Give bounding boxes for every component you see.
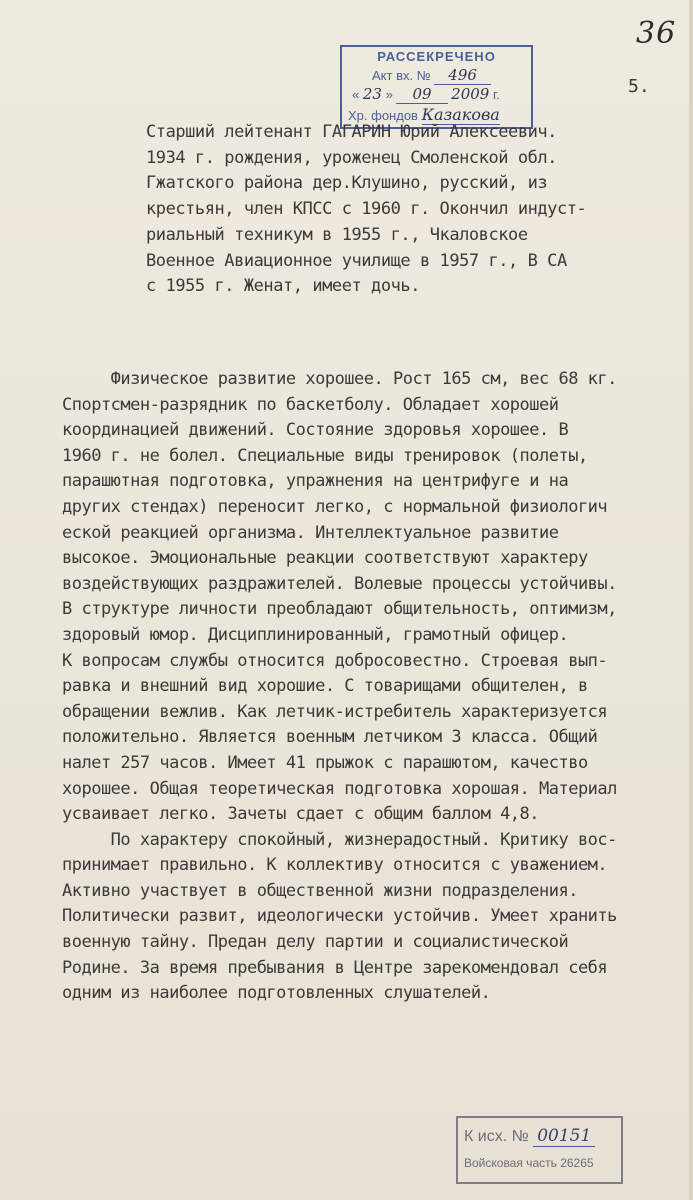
- stamp-date-day: 23: [362, 85, 382, 103]
- text-line: налет 257 часов. Имеет 41 прыжок с парашютом, качество: [62, 752, 588, 773]
- military-unit-label: Войсковая часть 26265: [464, 1156, 594, 1170]
- bio-line: Старший лейтенант ГАГАРИН Юрий Алексеевич.: [146, 122, 557, 142]
- text-line: К вопросам службы относится добросовестно. Строевая вып-: [62, 650, 608, 671]
- stamp-date-year: 2009: [451, 85, 490, 103]
- stamp-act-line: [372, 66, 561, 85]
- outgoing-label: К исх. №: [464, 1128, 529, 1145]
- bio-line: с 1955 г. Женат, имеет дочь.: [146, 276, 420, 297]
- declassified-stamp: [340, 45, 533, 129]
- stamp-fund-signature: Казакова: [421, 105, 500, 124]
- stamp-act-label: Акт вх. №: [372, 68, 431, 83]
- stamp-date-quote-open: «: [352, 87, 360, 102]
- bio-line: 1934 г. рождения, уроженец Смоленской обл.: [146, 147, 557, 168]
- stamp-date-line: [352, 85, 541, 104]
- text-line: Активно участвует в общественной жизни подразделения.: [62, 880, 578, 901]
- stamp-title: РАССЕКРЕЧЕНО: [377, 49, 496, 64]
- text-line: Политически развит, идеологически устойчив. Умеет хранить: [62, 906, 617, 927]
- text-line: обращении вежлив. Как летчик-истребитель характеризуется: [62, 701, 608, 722]
- text-line: положительно. Является военным летчиком 3 класса. Общий: [62, 727, 598, 748]
- biography-block: [146, 120, 656, 300]
- stamp-date-quote-close: »: [385, 87, 393, 102]
- text-line: воздействующих раздражителей. Волевые процессы устойчивы.: [62, 573, 617, 594]
- bio-line: риальный техникум в 1955 г., Чкаловское: [146, 224, 528, 245]
- text-line: принимает правильно. К коллективу относится с уважением.: [62, 855, 608, 876]
- text-line: усваивает легко. Зачеты сдает с общим баллом 4,8.: [62, 804, 540, 825]
- stamp-date-month: 09: [396, 85, 447, 104]
- text-line: других стендах) переносит легко, с нормальной физиологич: [62, 496, 608, 517]
- text-line: еской реакцией организма. Интеллектуальное развитие: [62, 522, 559, 543]
- outgoing-number: 00151: [533, 1126, 595, 1147]
- text-line: хорошее. Общая теоретическая подготовка хорошая. Материал: [62, 778, 617, 799]
- bio-line: крестьян, член КПСС с 1960 г. Окончил индуст-: [146, 199, 587, 220]
- archive-page-number: 36: [636, 16, 677, 51]
- text-line: По характеру спокойный, жизнерадостный. Критику вос-: [62, 829, 617, 850]
- text-line: здоровый юмор. Дисциплинированный, грамотный офицер.: [62, 624, 569, 645]
- stamp-act-number: 496: [434, 66, 491, 85]
- outgoing-number-stamp: [456, 1116, 623, 1184]
- outgoing-number-line: [464, 1126, 595, 1147]
- text-line: В структуре личности преобладают общительность, оптимизм,: [62, 599, 617, 620]
- text-line: координацией движений. Состояние здоровья хорошее. В: [62, 420, 569, 441]
- stamp-fund-label: Хр. фондов: [348, 108, 418, 123]
- text-line: Родине. За время пребывания в Центре зарекомендовал себя: [62, 957, 608, 978]
- stamp-date-suffix: г.: [492, 87, 500, 102]
- characteristics-text: [62, 367, 688, 1007]
- page-number: 5.: [628, 76, 650, 97]
- bio-line: Военное Авиационное училище в 1957 г., В СА: [146, 250, 567, 271]
- text-line: военную тайну. Предан делу партии и социалистической: [62, 932, 569, 953]
- text-line: высокое. Эмоциональные реакции соответствуют характеру: [62, 548, 588, 569]
- text-line: равка и внешний вид хорошие. С товарищами общителен, в: [62, 676, 588, 697]
- text-line: 1960 г. не болел. Специальные виды тренировок (полеты,: [62, 445, 588, 466]
- page-edge: [689, 0, 693, 1200]
- text-line: Физическое развитие хорошее. Рост 165 см, вес 68 кг.: [62, 369, 617, 389]
- text-line: одним из наиболее подготовленных слушателей.: [62, 983, 491, 1004]
- text-line: парашютная подготовка, упражнения на центрифуге и на: [62, 471, 569, 492]
- text-line: Спортсмен-разрядник по баскетболу. Обладает хорошей: [62, 394, 559, 415]
- bio-line: Гжатского района дер.Клушино, русский, из: [146, 173, 548, 194]
